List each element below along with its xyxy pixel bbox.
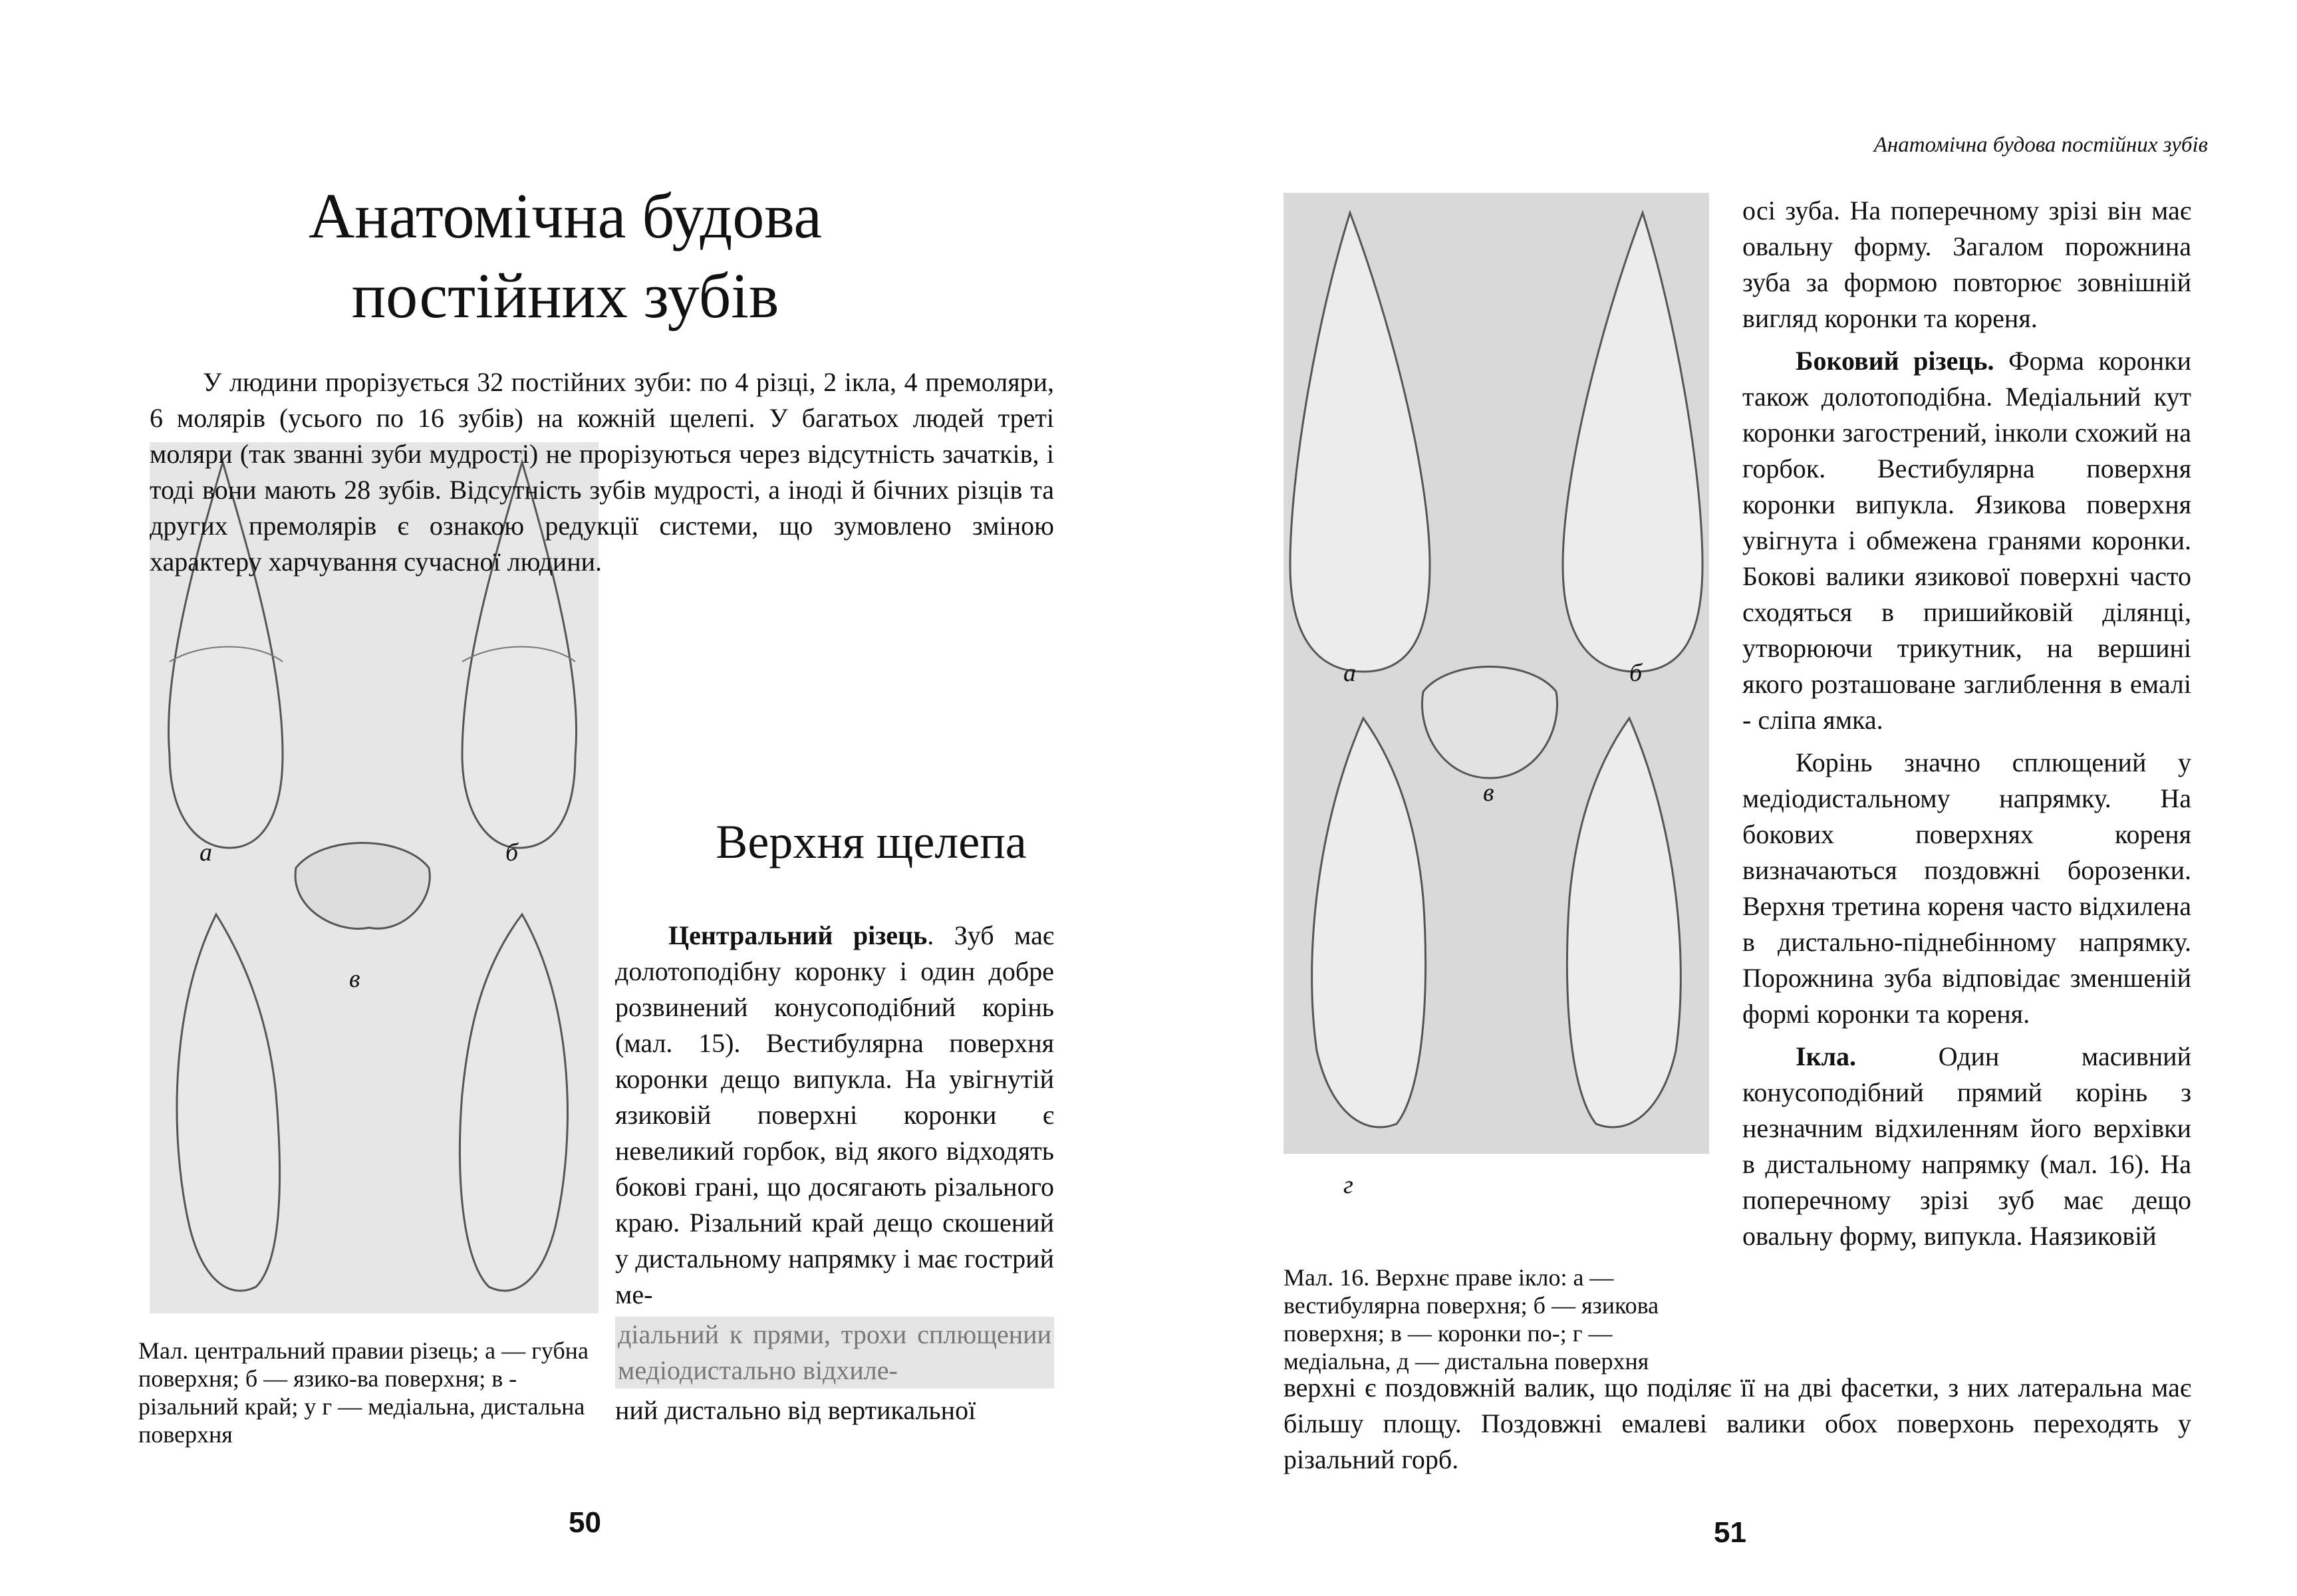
figure-15-caption: Мал. центральний правии різець; а — губна поверхня; б — язико-ва поверхня; в - різальний край; у г — медіальна, дистальна поверхня <box>138 1337 589 1448</box>
page-number-left: 50 <box>569 1506 601 1539</box>
page-number-right: 51 <box>1714 1516 1746 1549</box>
canine-d-drawing <box>1567 718 1681 1127</box>
left-page <box>0 0 1148 1596</box>
canine-heading: Ікла. <box>1796 1041 1857 1071</box>
central-incisor-heading: Центральний різець <box>668 920 928 950</box>
section-title: Верхня щелепа <box>716 815 1027 868</box>
intro-paragraph <box>150 364 1054 580</box>
ghost-text: діальний к прями, трохи сплющении медіодистально відхиле- <box>615 1317 1054 1389</box>
figure-label-v: в <box>349 965 360 993</box>
figure-label-b: б <box>505 839 519 866</box>
tooth-g-drawing <box>177 914 280 1291</box>
figure-16-caption: Мал. 16. Верхнє праве ікло: а — вестибулярна поверхня; б — язикова поверхня; в — коронки по-; г — медіальна, д — дистальна поверхня <box>1284 1264 1659 1375</box>
bottom-text <box>1284 1370 2191 1478</box>
lateral-incisor-paragraph <box>1742 343 2191 738</box>
intro-top-lines <box>150 364 1054 580</box>
figure-label-a: а <box>200 839 212 866</box>
canine-a-drawing <box>1290 213 1430 672</box>
fig16-label-a: а <box>1343 659 1356 687</box>
running-head: Анатомічна будова постійних зубів <box>1873 133 2208 157</box>
canine-text: Один масивний конусоподібний прямий корінь з незначним відхиленням його верхівки в дистальному напрямку (мал. 16). На поперечному зрізі зуб має дещо овальну форму, випукла. Наязиковій <box>1742 1041 2191 1251</box>
root-paragraph: Корінь значно сплющений у медіодистальному напрямку. На бокових поверхнях кореня визначаються поздовжні борозенки. Верхня третина кореня часто відхилена в дистально-піднебінному напрямку. Порожнина зуба відповідає зменшеній формі коронки та кореня. <box>1742 747 2191 1029</box>
canine-b-drawing <box>1563 213 1702 672</box>
para-cavity: осі зуба. На поперечному зрізі він має овальну форму. Загалом порожнина зуба за формою повторює зовнішній вигляд коронки та кореня. <box>1742 196 2191 333</box>
title-line-1: Анатомічна будова <box>308 180 823 251</box>
bottom-paragraph: верхні є поздовжній валик, що поділяє її на дві фасетки, з них латеральна має більшу площу. Поздовжні емалеві валики обох поверхонь переходять у різальний горб. <box>1284 1373 2191 1474</box>
right-page <box>1148 0 2297 1596</box>
page-title <box>239 176 891 336</box>
tooth-d-drawing <box>460 914 567 1291</box>
last-line: ний дистально від вертикальної <box>615 1395 976 1425</box>
central-incisor-text: . Зуб має долотоподібну коронку і один добре розвинений конусоподібний корінь (мал. 15). Вестибулярна поверхня коронки дещо випукла. На увігнутій язиковій поверхні коронки є невеликий горбок, від якого відходять бокові грані, що досягають різального краю. Різальний край дещо скошений у дистальному напрямку і має гострий ме- <box>615 920 1054 1309</box>
lateral-incisor-heading: Боковий різець. <box>1796 346 1994 376</box>
title-line-2: постійних зубів <box>351 260 779 331</box>
figure-16-upper-canine <box>1284 193 1709 1199</box>
intro-text: У людини прорізується 32 постійних зуби: по 4 різці, 2 ікла, 4 премоляри, 6 молярів (усього по 16 зубів) на кожній щелепі. У багатьох людей треті моляри (так званні зуби мудрості) не прорізуються через відсутність зачатків, і тоді вони мають 28 зубів. Відсутність зубів мудрості, а іноді й бічних різців та других премолярів є ознакою редукції системи, що зумовлено зміною характеру харчування сучасної людини. <box>150 367 1054 577</box>
right-column-text <box>1742 193 2191 1254</box>
canine-g-drawing <box>1312 718 1426 1127</box>
tooth-v-drawing <box>295 843 430 929</box>
lateral-incisor-text: Форма коронки також долотоподібна. Медіальний кут коронки загострений, інколи схожий на горбок. Вестибулярна поверхня коронки випукла. Язикова поверхня увігнута і обмежена гранями коронки. Бокові валики язикової поверхні часто сходяться в пришийковій ділянці, утворюючи трикутник, на вершині якого розташоване заглиблення в емалі - сліпа ямка. <box>1742 346 2191 735</box>
central-incisor-section <box>615 918 1054 1428</box>
fig16-label-v: в <box>1483 779 1494 807</box>
canine-v-drawing <box>1422 667 1557 779</box>
canine-paragraph <box>1742 1039 2191 1254</box>
fig16-label-b: б <box>1629 659 1643 687</box>
fig16-label-g: г <box>1343 1171 1353 1199</box>
